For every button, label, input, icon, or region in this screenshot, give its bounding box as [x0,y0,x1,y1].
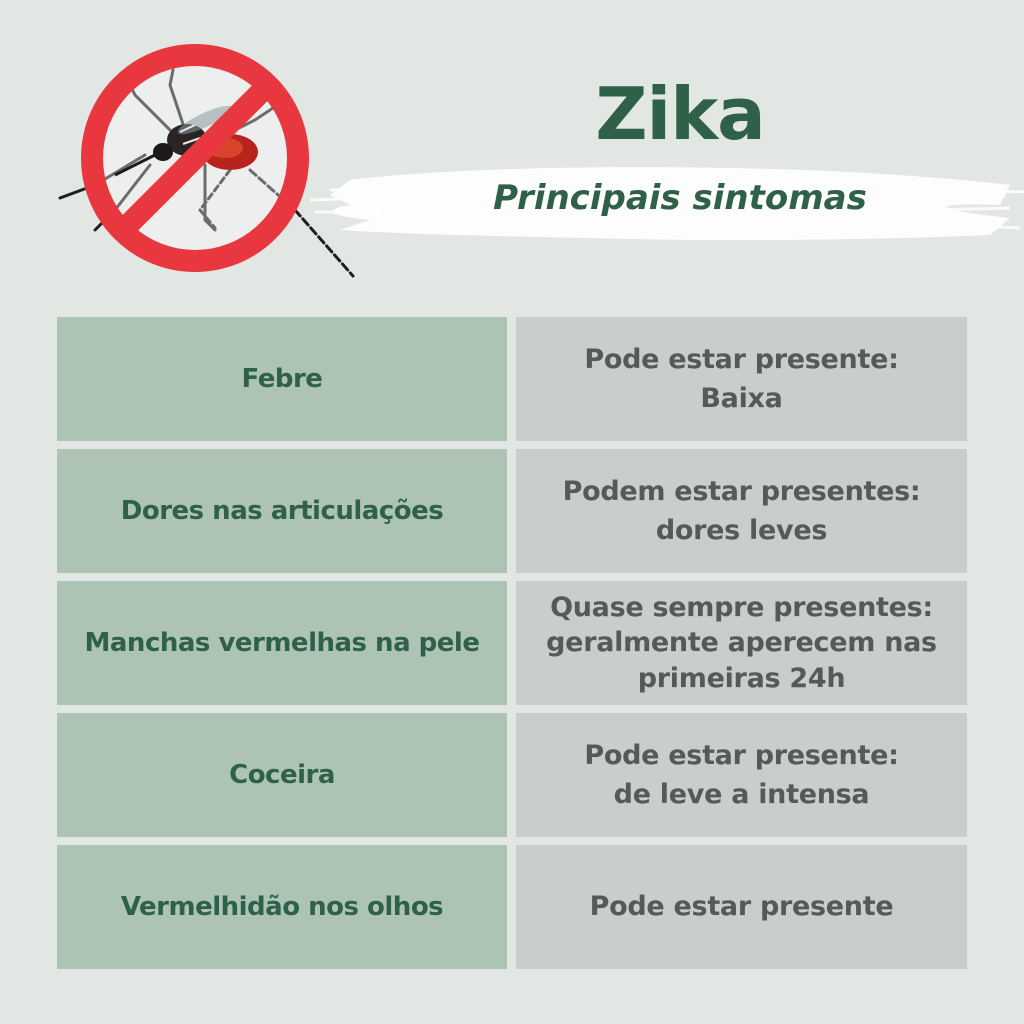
symptom-cell: Manchas vermelhas na pele [57,581,507,705]
symptom-cell: Febre [57,317,507,441]
presence-cell [516,317,967,441]
presence-line: dores leves [655,515,828,546]
presence-line: Pode estar presente: [584,343,899,375]
page-subtitle: Principais sintomas [493,178,867,218]
symptom-cell: Coceira [57,713,507,837]
table-row [57,449,967,573]
presence-line: de leve a intensa [613,779,870,810]
page-title: Zika [595,72,765,156]
presence-cell [516,713,967,837]
presence-cell [516,449,967,573]
symptoms-table [57,317,967,977]
presence-line: Pode estar presente [589,891,894,923]
presence-line: Podem estar presentes: [562,475,921,507]
table-row [57,317,967,441]
table-row [57,845,967,969]
presence-line: Baixa [700,383,783,414]
table-row [57,713,967,837]
presence-cell [516,581,967,705]
presence-cell [516,845,967,969]
symptom-cell: Dores nas articulações [57,449,507,573]
table-row [57,581,967,705]
symptom-cell: Vermelhidão nos olhos [57,845,507,969]
presence-line: primeiras 24h [637,662,846,694]
presence-line: Quase sempre presentes: [550,592,933,624]
presence-line: geralmente aperecem nas [546,627,937,659]
presence-line: Pode estar presente: [584,739,899,771]
